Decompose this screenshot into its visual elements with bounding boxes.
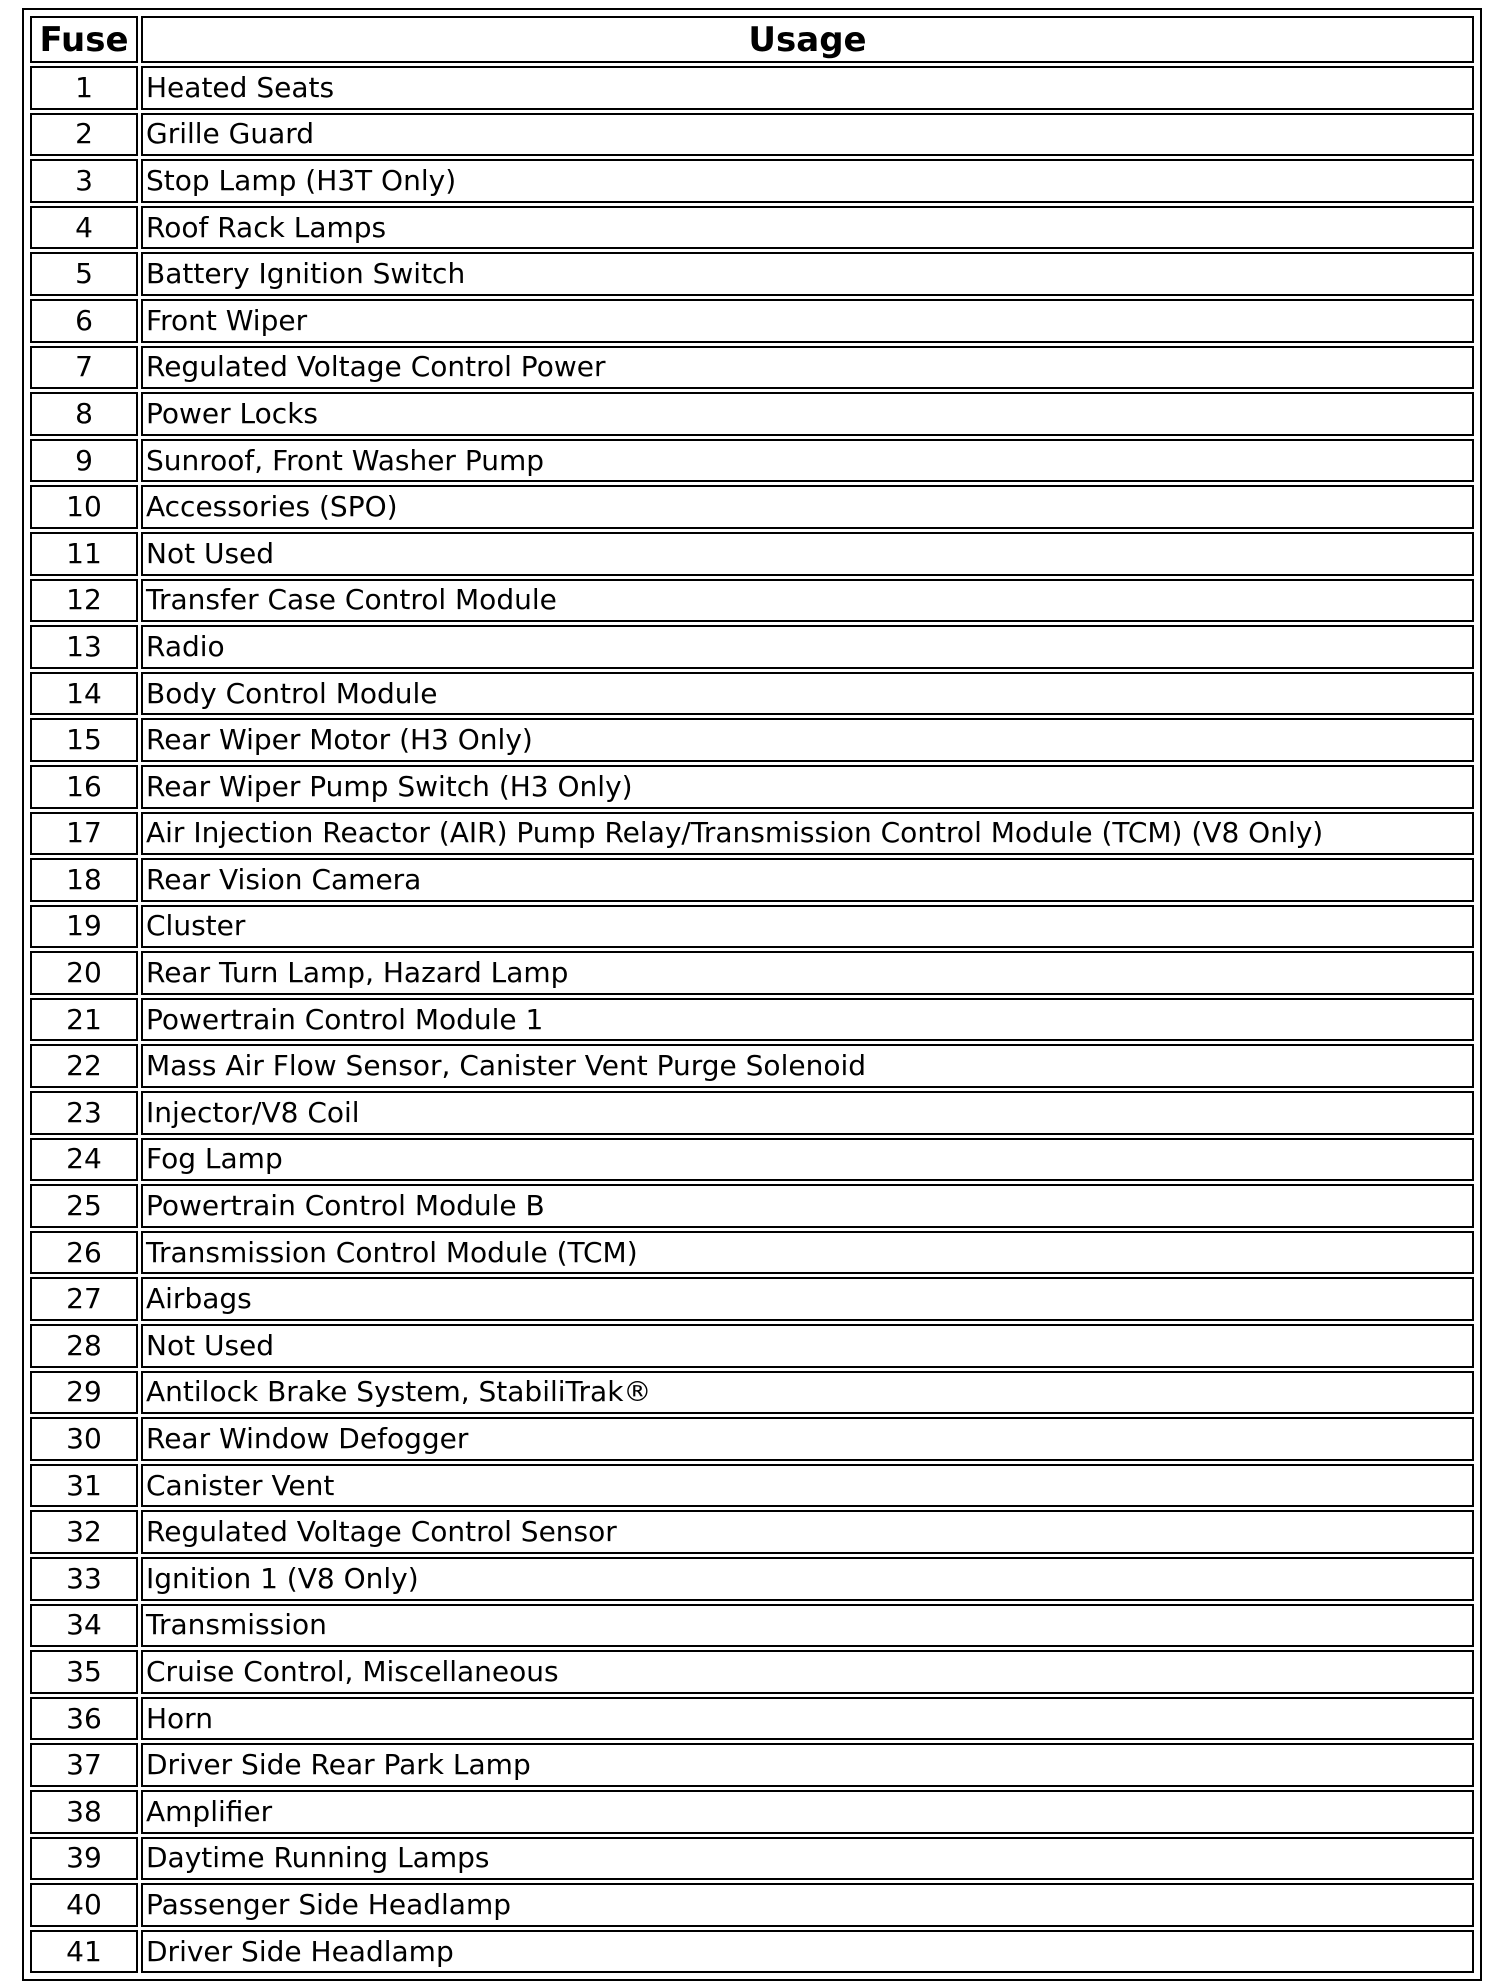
fuse-number-cell: 14: [30, 672, 138, 716]
fuse-number-cell: 16: [30, 765, 138, 809]
fuse-number-cell: 6: [30, 299, 138, 343]
fuse-number-cell: 27: [30, 1277, 138, 1321]
fuse-usage-cell: Rear Window Defogger: [141, 1417, 1474, 1461]
fuse-usage-cell: Transmission: [141, 1604, 1474, 1648]
fuse-usage-cell: Driver Side Rear Park Lamp: [141, 1743, 1474, 1787]
table-row: [30, 1464, 1474, 1508]
fuse-number-cell: 39: [30, 1837, 138, 1881]
fuse-usage-cell: Regulated Voltage Control Sensor: [141, 1510, 1474, 1554]
fuse-usage-cell: Transfer Case Control Module: [141, 579, 1474, 623]
fuse-number-cell: 21: [30, 998, 138, 1042]
fuse-usage-cell: Powertrain Control Module 1: [141, 998, 1474, 1042]
table-row: [30, 439, 1474, 483]
fuse-number-cell: 33: [30, 1557, 138, 1601]
table-row: [30, 532, 1474, 576]
fuse-usage-cell: Passenger Side Headlamp: [141, 1883, 1474, 1927]
fuse-number-cell: 37: [30, 1743, 138, 1787]
fuse-number-cell: 7: [30, 346, 138, 390]
fuse-number-cell: 15: [30, 718, 138, 762]
fuse-number-cell: 38: [30, 1790, 138, 1834]
fuse-usage-cell: Regulated Voltage Control Power: [141, 346, 1474, 390]
fuse-number-cell: 8: [30, 392, 138, 436]
table-row: [30, 299, 1474, 343]
table-row: [30, 1184, 1474, 1228]
fuse-usage-cell: Driver Side Headlamp: [141, 1930, 1474, 1974]
fuse-usage-cell: Battery Ignition Switch: [141, 252, 1474, 296]
table-row: [30, 765, 1474, 809]
fuse-number-cell: 13: [30, 625, 138, 669]
fuse-number-cell: 32: [30, 1510, 138, 1554]
fuse-usage-cell: Powertrain Control Module B: [141, 1184, 1474, 1228]
fuse-number-cell: 40: [30, 1883, 138, 1927]
table-row: [30, 1277, 1474, 1321]
table-row: [30, 1510, 1474, 1554]
fuse-usage-cell: Air Injection Reactor (AIR) Pump Relay/Transmission Control Module (TCM) (V8 Only): [141, 812, 1474, 856]
table-row: [30, 1650, 1474, 1694]
fuse-usage-cell: Mass Air Flow Sensor, Canister Vent Purge Solenoid: [141, 1044, 1474, 1088]
fuse-number-cell: 1: [30, 66, 138, 110]
fuse-number-cell: 28: [30, 1324, 138, 1368]
fuse-usage-cell: Cruise Control, Miscellaneous: [141, 1650, 1474, 1694]
table-row: [30, 485, 1474, 529]
fuse-number-cell: 9: [30, 439, 138, 483]
table-row: [30, 718, 1474, 762]
fuse-number-cell: 23: [30, 1091, 138, 1135]
table-row: [30, 1743, 1474, 1787]
table-row: [30, 1138, 1474, 1182]
table-row: [30, 159, 1474, 203]
table-row: [30, 1091, 1474, 1135]
table-row: [30, 579, 1474, 623]
fuse-number-cell: 34: [30, 1604, 138, 1648]
table-row: [30, 1790, 1474, 1834]
fuse-usage-cell: Grille Guard: [141, 113, 1474, 157]
fuse-usage-cell: Heated Seats: [141, 66, 1474, 110]
fuse-usage-cell: Injector/V8 Coil: [141, 1091, 1474, 1135]
fuse-usage-cell: Rear Vision Camera: [141, 858, 1474, 902]
table-body: [30, 66, 1474, 1973]
fuse-number-cell: 24: [30, 1138, 138, 1182]
table-header: [30, 16, 1474, 63]
fuse-number-cell: 2: [30, 113, 138, 157]
fuse-usage-cell: Power Locks: [141, 392, 1474, 436]
fuse-usage-cell: Stop Lamp (H3T Only): [141, 159, 1474, 203]
table-row: [30, 1837, 1474, 1881]
fuse-table-grid: [27, 13, 1477, 1976]
table-row: [30, 1697, 1474, 1741]
fuse-usage-cell: Ignition 1 (V8 Only): [141, 1557, 1474, 1601]
table-row: [30, 858, 1474, 902]
table-row: [30, 1044, 1474, 1088]
fuse-usage-cell: Front Wiper: [141, 299, 1474, 343]
fuse-usage-table: [22, 8, 1482, 1981]
fuse-usage-cell: Transmission Control Module (TCM): [141, 1231, 1474, 1275]
fuse-number-cell: 18: [30, 858, 138, 902]
table-row: [30, 1231, 1474, 1275]
fuse-usage-cell: Roof Rack Lamps: [141, 206, 1474, 250]
table-row: [30, 66, 1474, 110]
table-row: [30, 812, 1474, 856]
fuse-number-cell: 17: [30, 812, 138, 856]
table-row: [30, 252, 1474, 296]
table-row: [30, 905, 1474, 949]
fuse-column-header: Fuse: [30, 16, 138, 63]
table-row: [30, 1883, 1474, 1927]
table-row: [30, 1557, 1474, 1601]
fuse-number-cell: 29: [30, 1371, 138, 1415]
table-row: [30, 113, 1474, 157]
fuse-number-cell: 3: [30, 159, 138, 203]
fuse-usage-cell: Not Used: [141, 1324, 1474, 1368]
fuse-number-cell: 10: [30, 485, 138, 529]
table-row: [30, 998, 1474, 1042]
fuse-usage-cell: Not Used: [141, 532, 1474, 576]
table-row: [30, 672, 1474, 716]
fuse-usage-cell: Radio: [141, 625, 1474, 669]
fuse-number-cell: 12: [30, 579, 138, 623]
fuse-usage-cell: Daytime Running Lamps: [141, 1837, 1474, 1881]
fuse-usage-cell: Rear Turn Lamp, Hazard Lamp: [141, 951, 1474, 995]
table-row: [30, 392, 1474, 436]
fuse-number-cell: 25: [30, 1184, 138, 1228]
table-row: [30, 951, 1474, 995]
fuse-number-cell: 19: [30, 905, 138, 949]
fuse-number-cell: 26: [30, 1231, 138, 1275]
table-row: [30, 1371, 1474, 1415]
table-row: [30, 206, 1474, 250]
table-row: [30, 1604, 1474, 1648]
fuse-usage-cell: Cluster: [141, 905, 1474, 949]
header-row: [30, 16, 1474, 63]
fuse-usage-cell: Canister Vent: [141, 1464, 1474, 1508]
table-row: [30, 625, 1474, 669]
fuse-usage-cell: Antilock Brake System, StabiliTrak®: [141, 1371, 1474, 1415]
fuse-usage-cell: Horn: [141, 1697, 1474, 1741]
fuse-number-cell: 20: [30, 951, 138, 995]
fuse-number-cell: 4: [30, 206, 138, 250]
fuse-number-cell: 36: [30, 1697, 138, 1741]
table-row: [30, 346, 1474, 390]
fuse-usage-cell: Sunroof, Front Washer Pump: [141, 439, 1474, 483]
fuse-number-cell: 41: [30, 1930, 138, 1974]
fuse-usage-cell: Fog Lamp: [141, 1138, 1474, 1182]
fuse-number-cell: 22: [30, 1044, 138, 1088]
table-row: [30, 1417, 1474, 1461]
table-row: [30, 1930, 1474, 1974]
table-row: [30, 1324, 1474, 1368]
fuse-usage-cell: Rear Wiper Motor (H3 Only): [141, 718, 1474, 762]
fuse-usage-cell: Amplifier: [141, 1790, 1474, 1834]
fuse-number-cell: 31: [30, 1464, 138, 1508]
fuse-usage-cell: Accessories (SPO): [141, 485, 1474, 529]
fuse-usage-cell: Rear Wiper Pump Switch (H3 Only): [141, 765, 1474, 809]
fuse-usage-cell: Body Control Module: [141, 672, 1474, 716]
fuse-number-cell: 5: [30, 252, 138, 296]
fuse-number-cell: 11: [30, 532, 138, 576]
fuse-number-cell: 30: [30, 1417, 138, 1461]
fuse-number-cell: 35: [30, 1650, 138, 1694]
fuse-usage-cell: Airbags: [141, 1277, 1474, 1321]
usage-column-header: Usage: [141, 16, 1474, 63]
